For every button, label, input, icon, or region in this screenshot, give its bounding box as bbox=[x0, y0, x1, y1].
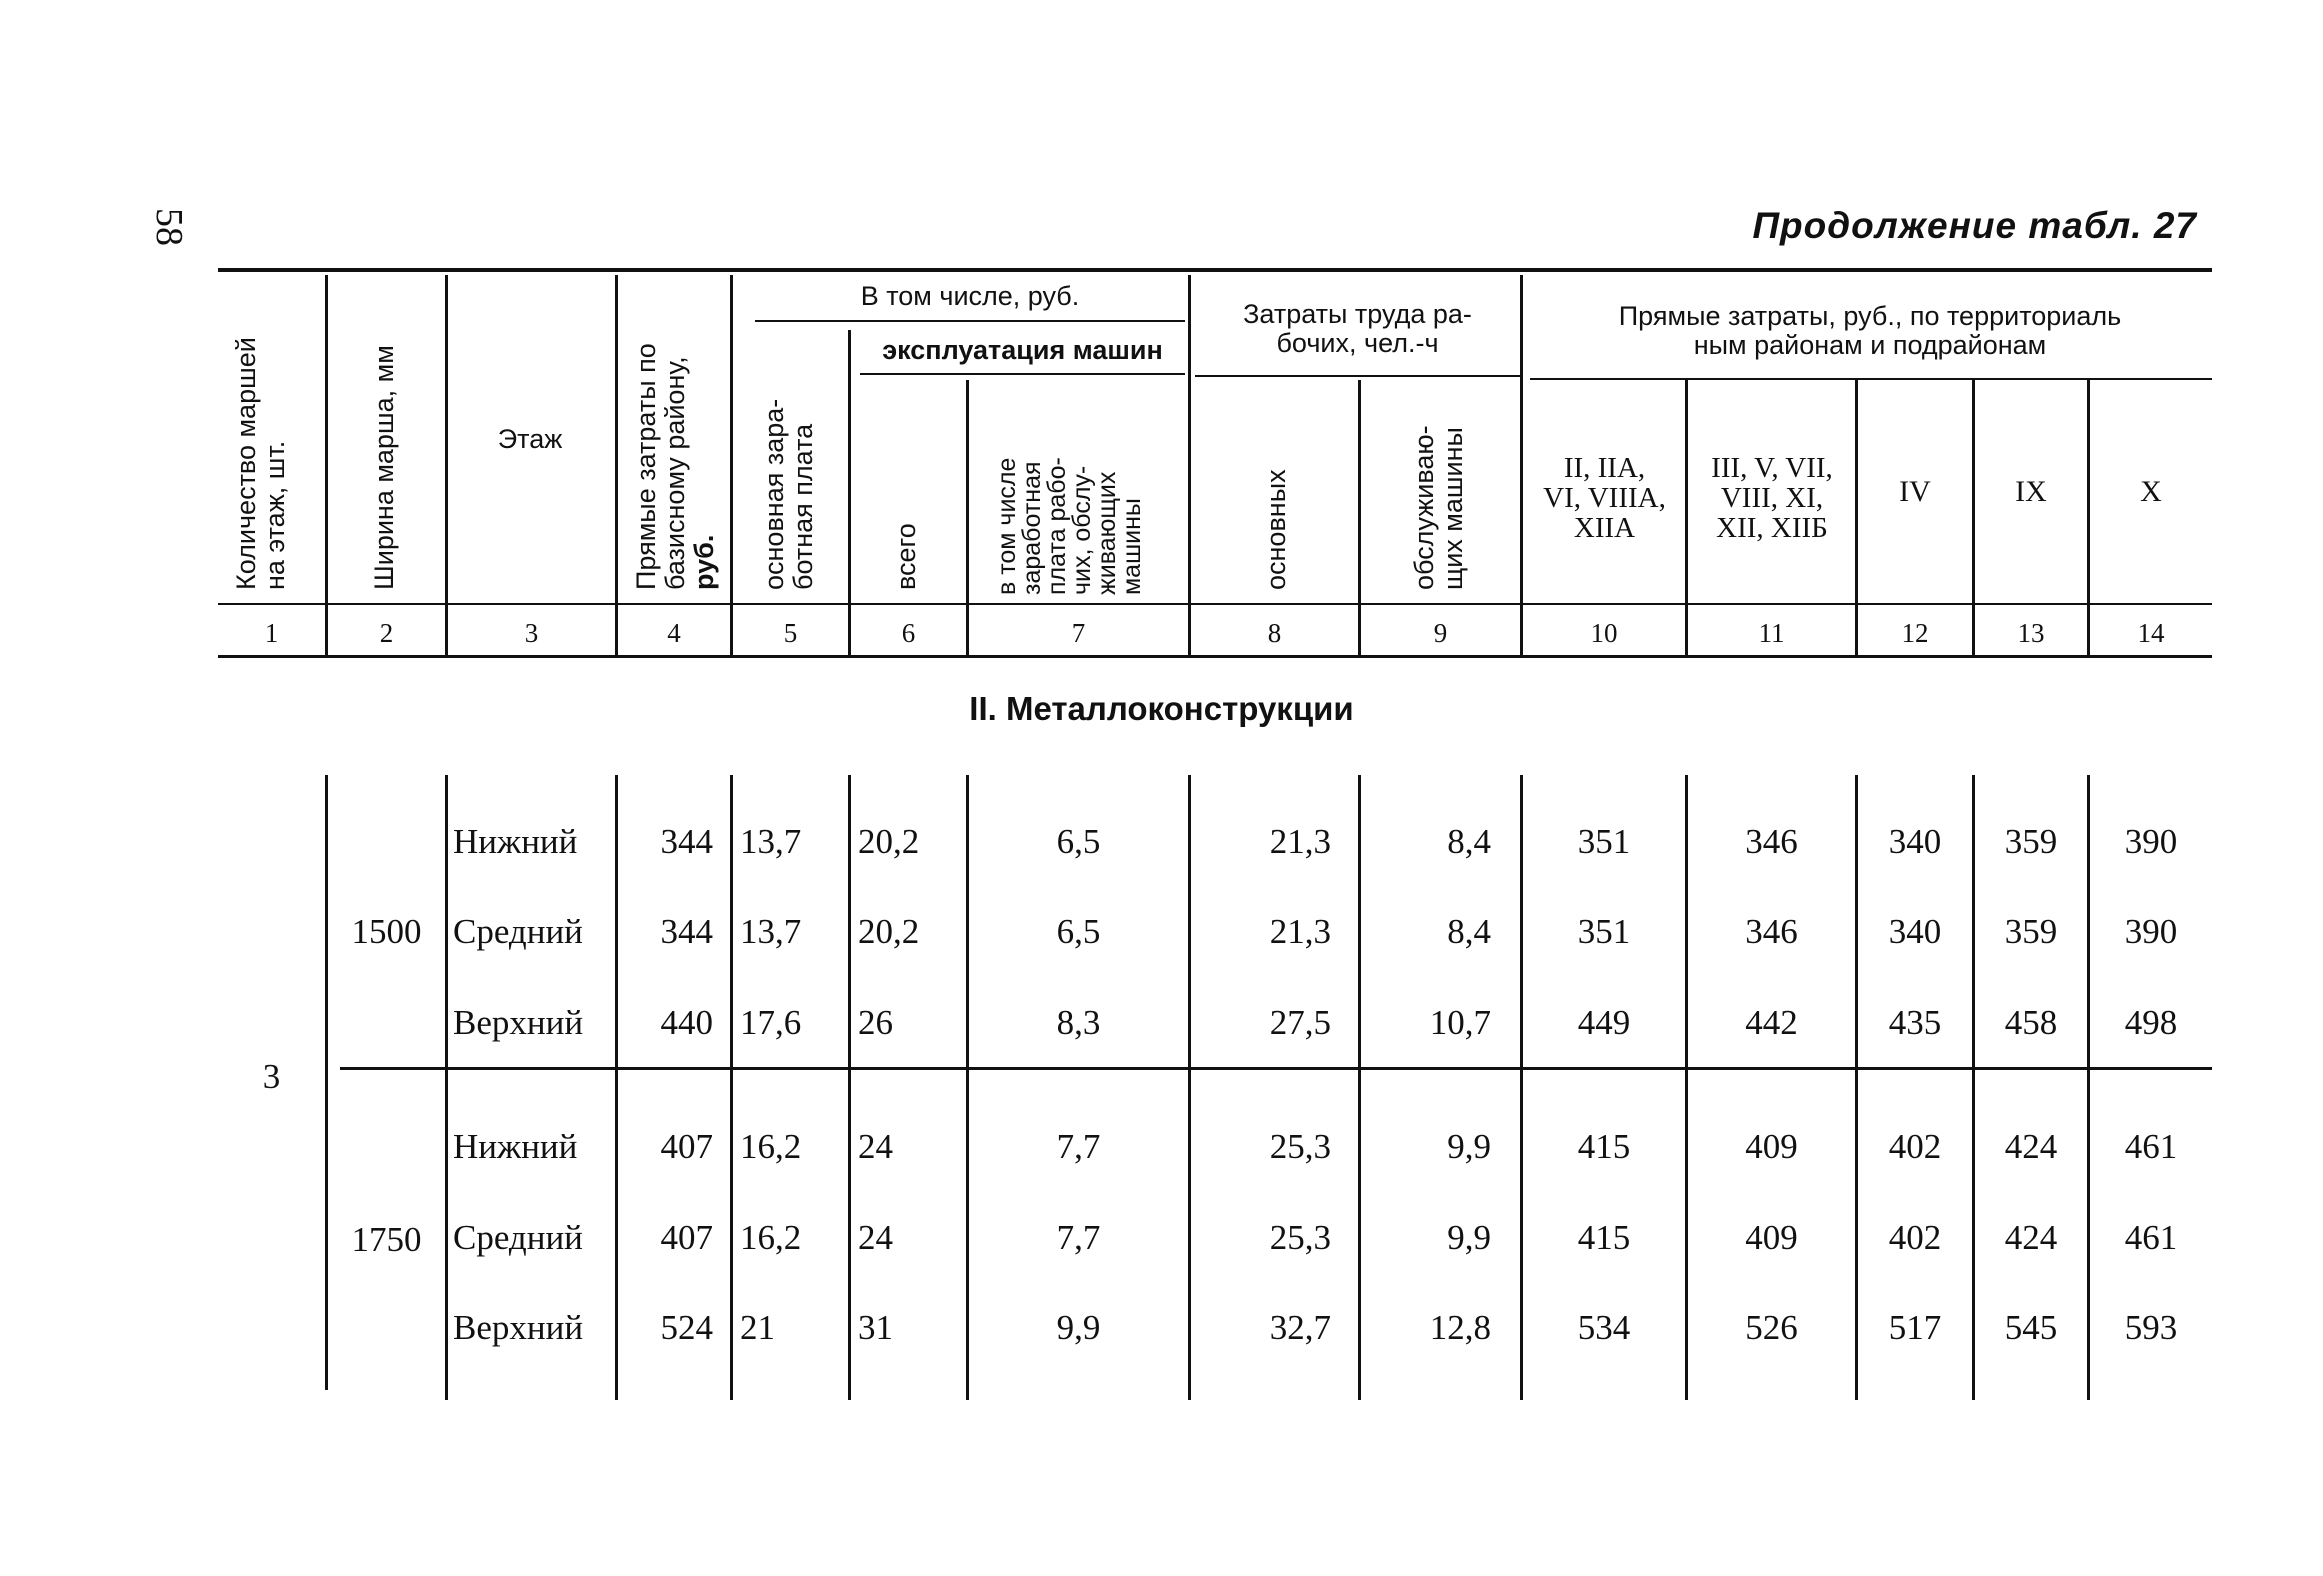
body-divider bbox=[445, 775, 448, 1400]
cell-region-10: 449 bbox=[1577, 1003, 1631, 1042]
body-divider bbox=[848, 775, 851, 1400]
cell-region-13: 545 bbox=[2004, 1308, 2058, 1347]
header-region-14: X bbox=[2140, 475, 2162, 508]
cell-machine-total: 24 bbox=[858, 1218, 893, 1257]
header-total: всего bbox=[891, 523, 921, 590]
table-continuation-title: Продолжение табл. 27 bbox=[1752, 205, 2197, 246]
cell-region-11: 346 bbox=[1745, 912, 1798, 951]
marches-count: 3 bbox=[262, 1057, 281, 1096]
header-machine-service-workers: обслуживаю- щих машины bbox=[1409, 425, 1468, 590]
cell-machine-wage: 7,7 bbox=[1056, 1127, 1101, 1166]
section-title: II. Металлоконструкции bbox=[969, 690, 1354, 727]
cell-direct-costs-base: 524 bbox=[660, 1308, 713, 1347]
body-divider bbox=[615, 775, 618, 1400]
cell-region-13: 424 bbox=[2004, 1127, 2058, 1166]
cell-labor-service: 9,9 bbox=[1447, 1218, 1491, 1257]
cell-region-10: 415 bbox=[1577, 1218, 1631, 1257]
subgroup-rule-expl bbox=[860, 373, 1185, 375]
subgroup-rule-pryam bbox=[1530, 378, 2212, 380]
cell-labor-main: 21,3 bbox=[1269, 822, 1331, 861]
header-group-machine-operation: эксплуатация машин bbox=[882, 335, 1163, 365]
header-divider bbox=[445, 275, 448, 655]
cell-floor: Средний bbox=[453, 912, 583, 951]
cell-machine-total: 24 bbox=[858, 1127, 893, 1166]
body-divider bbox=[1358, 775, 1361, 1400]
header-main-workers: основных bbox=[1261, 469, 1291, 590]
body-divider bbox=[1855, 775, 1858, 1400]
cell-machine-wage: 8,3 bbox=[1056, 1003, 1101, 1042]
column-number: 3 bbox=[524, 618, 539, 648]
cell-labor-service: 10,7 bbox=[1429, 1003, 1491, 1042]
column-number: 7 bbox=[1071, 618, 1086, 648]
column-number: 10 bbox=[1590, 618, 1618, 648]
header-machine-operator-wage: в том числе заработная плата рабо- чих, обслу- живающих машины bbox=[993, 457, 1146, 595]
cell-floor: Нижний bbox=[453, 822, 578, 861]
cell-region-12: 340 bbox=[1888, 822, 1942, 861]
cell-base-wage: 13,7 bbox=[740, 822, 802, 861]
header-region-13: IX bbox=[2015, 475, 2047, 508]
column-number: 9 bbox=[1433, 618, 1448, 648]
column-number: 2 bbox=[379, 618, 394, 648]
cell-machine-wage: 6,5 bbox=[1056, 912, 1101, 951]
cell-labor-service: 8,4 bbox=[1447, 912, 1491, 951]
cell-direct-costs-base: 407 bbox=[660, 1218, 713, 1257]
body-divider bbox=[2087, 775, 2090, 1400]
cell-region-14: 390 bbox=[2124, 822, 2178, 861]
cell-labor-service: 8,4 bbox=[1447, 822, 1491, 861]
cell-labor-main: 25,3 bbox=[1269, 1218, 1331, 1257]
cell-direct-costs-base: 440 bbox=[660, 1003, 713, 1042]
header-divider bbox=[1358, 380, 1361, 655]
cell-machine-total: 20,2 bbox=[858, 912, 920, 951]
header-bottom-rule bbox=[218, 603, 2212, 605]
header-direct-costs-base: Прямые затраты по базисному району, руб. bbox=[631, 343, 719, 590]
column-number: 4 bbox=[667, 618, 681, 648]
cell-region-13: 359 bbox=[2004, 912, 2058, 951]
column-number: 8 bbox=[1267, 618, 1282, 648]
column-number: 11 bbox=[1758, 618, 1785, 648]
cell-floor: Средний bbox=[453, 1218, 583, 1257]
cell-machine-total: 31 bbox=[858, 1308, 893, 1347]
cell-direct-costs-base: 407 bbox=[660, 1127, 713, 1166]
cell-floor: Верхний bbox=[453, 1308, 584, 1347]
cell-region-12: 435 bbox=[1888, 1003, 1942, 1042]
march-width-1500: 1500 bbox=[351, 912, 422, 951]
column-number: 14 bbox=[2137, 618, 2165, 648]
column-numbers-rule bbox=[218, 655, 2212, 658]
cell-region-11: 442 bbox=[1745, 1003, 1798, 1042]
cell-region-12: 340 bbox=[1888, 912, 1942, 951]
column-number: 1 bbox=[264, 618, 279, 648]
page-number: 58 bbox=[148, 208, 190, 246]
cell-labor-main: 27,5 bbox=[1269, 1003, 1331, 1042]
subgroup-rule bbox=[755, 320, 1185, 322]
column-number: 6 bbox=[901, 618, 916, 648]
cell-labor-main: 21,3 bbox=[1269, 912, 1331, 951]
header-group-including: В том числе, руб. bbox=[860, 281, 1080, 311]
header-divider bbox=[966, 380, 969, 655]
body-divider bbox=[1520, 775, 1523, 1400]
cell-region-11: 409 bbox=[1745, 1218, 1798, 1257]
cell-region-11: 409 bbox=[1745, 1127, 1798, 1166]
header-divider bbox=[2087, 380, 2090, 655]
cell-region-12: 402 bbox=[1888, 1218, 1942, 1257]
cell-base-wage: 16,2 bbox=[740, 1127, 802, 1166]
header-divider bbox=[1188, 275, 1191, 655]
header-marches-count: Количество маршей на этаж, шт. bbox=[231, 337, 290, 590]
cell-labor-main: 32,7 bbox=[1269, 1308, 1331, 1347]
cell-region-14: 461 bbox=[2124, 1218, 2178, 1257]
cell-region-10: 351 bbox=[1577, 912, 1631, 951]
header-region-11: III, V, VII, VIII, XI, XII, XIIБ bbox=[1711, 452, 1833, 544]
cell-direct-costs-base: 344 bbox=[660, 912, 713, 951]
cell-machine-total: 26 bbox=[858, 1003, 893, 1042]
cell-region-10: 415 bbox=[1577, 1127, 1631, 1166]
cell-base-wage: 16,2 bbox=[740, 1218, 802, 1257]
cell-region-10: 351 bbox=[1577, 822, 1631, 861]
cell-base-wage: 21 bbox=[740, 1308, 775, 1347]
header-divider bbox=[615, 275, 618, 655]
header-floor: Этаж bbox=[497, 424, 563, 454]
cell-base-wage: 13,7 bbox=[740, 912, 802, 951]
cell-region-13: 424 bbox=[2004, 1218, 2058, 1257]
cell-region-14: 390 bbox=[2124, 912, 2178, 951]
cell-direct-costs-base: 344 bbox=[660, 822, 713, 861]
column-number: 12 bbox=[1901, 618, 1929, 648]
cell-region-13: 458 bbox=[2004, 1003, 2058, 1042]
cell-region-14: 461 bbox=[2124, 1127, 2178, 1166]
body-divider bbox=[1188, 775, 1191, 1400]
cell-machine-wage: 6,5 bbox=[1056, 822, 1101, 861]
header-divider bbox=[848, 330, 851, 655]
table-top-rule bbox=[218, 268, 2212, 272]
body-divider bbox=[325, 775, 328, 1390]
column-number: 13 bbox=[2017, 618, 2045, 648]
body-divider bbox=[730, 775, 733, 1400]
cell-region-11: 346 bbox=[1745, 822, 1798, 861]
column-number: 5 bbox=[783, 618, 798, 648]
header-group-regional-costs: Прямые затраты, руб., по территориаль ным районам и подрайонам bbox=[1618, 301, 2122, 360]
header-group-labor: Затраты труда ра- бочих, чел.-ч bbox=[1243, 299, 1472, 358]
cell-region-12: 517 bbox=[1888, 1308, 1942, 1347]
cell-machine-total: 20,2 bbox=[858, 822, 920, 861]
header-divider bbox=[730, 275, 733, 655]
cell-labor-service: 9,9 bbox=[1447, 1127, 1491, 1166]
header-march-width: Ширина марша, мм bbox=[369, 345, 399, 590]
subgroup-rule-trud bbox=[1195, 375, 1520, 377]
header-region-12: IV bbox=[1899, 475, 1931, 508]
cell-region-10: 534 bbox=[1577, 1308, 1631, 1347]
header-region-10: II, IIA, VI, VIIIA, XIIA bbox=[1543, 452, 1666, 544]
march-width-1750: 1750 bbox=[351, 1220, 422, 1259]
cell-machine-wage: 9,9 bbox=[1056, 1308, 1101, 1347]
cell-region-14: 593 bbox=[2124, 1308, 2178, 1347]
cell-region-13: 359 bbox=[2004, 822, 2058, 861]
body-divider bbox=[1972, 775, 1975, 1400]
group-separator-rule bbox=[340, 1067, 2212, 1070]
header-divider bbox=[1972, 380, 1975, 655]
cell-region-11: 526 bbox=[1745, 1308, 1798, 1347]
cell-region-12: 402 bbox=[1888, 1127, 1942, 1166]
cell-labor-service: 12,8 bbox=[1429, 1308, 1491, 1347]
cell-labor-main: 25,3 bbox=[1269, 1127, 1331, 1166]
cell-floor: Верхний bbox=[453, 1003, 584, 1042]
cell-floor: Нижний bbox=[453, 1127, 578, 1166]
body-divider bbox=[1685, 775, 1688, 1400]
header-base-wage: основная зара- ботная плата bbox=[759, 398, 818, 590]
body-divider bbox=[966, 775, 969, 1400]
cell-machine-wage: 7,7 bbox=[1056, 1218, 1101, 1257]
cell-base-wage: 17,6 bbox=[740, 1003, 802, 1042]
header-divider bbox=[325, 275, 328, 655]
cell-region-14: 498 bbox=[2124, 1003, 2178, 1042]
